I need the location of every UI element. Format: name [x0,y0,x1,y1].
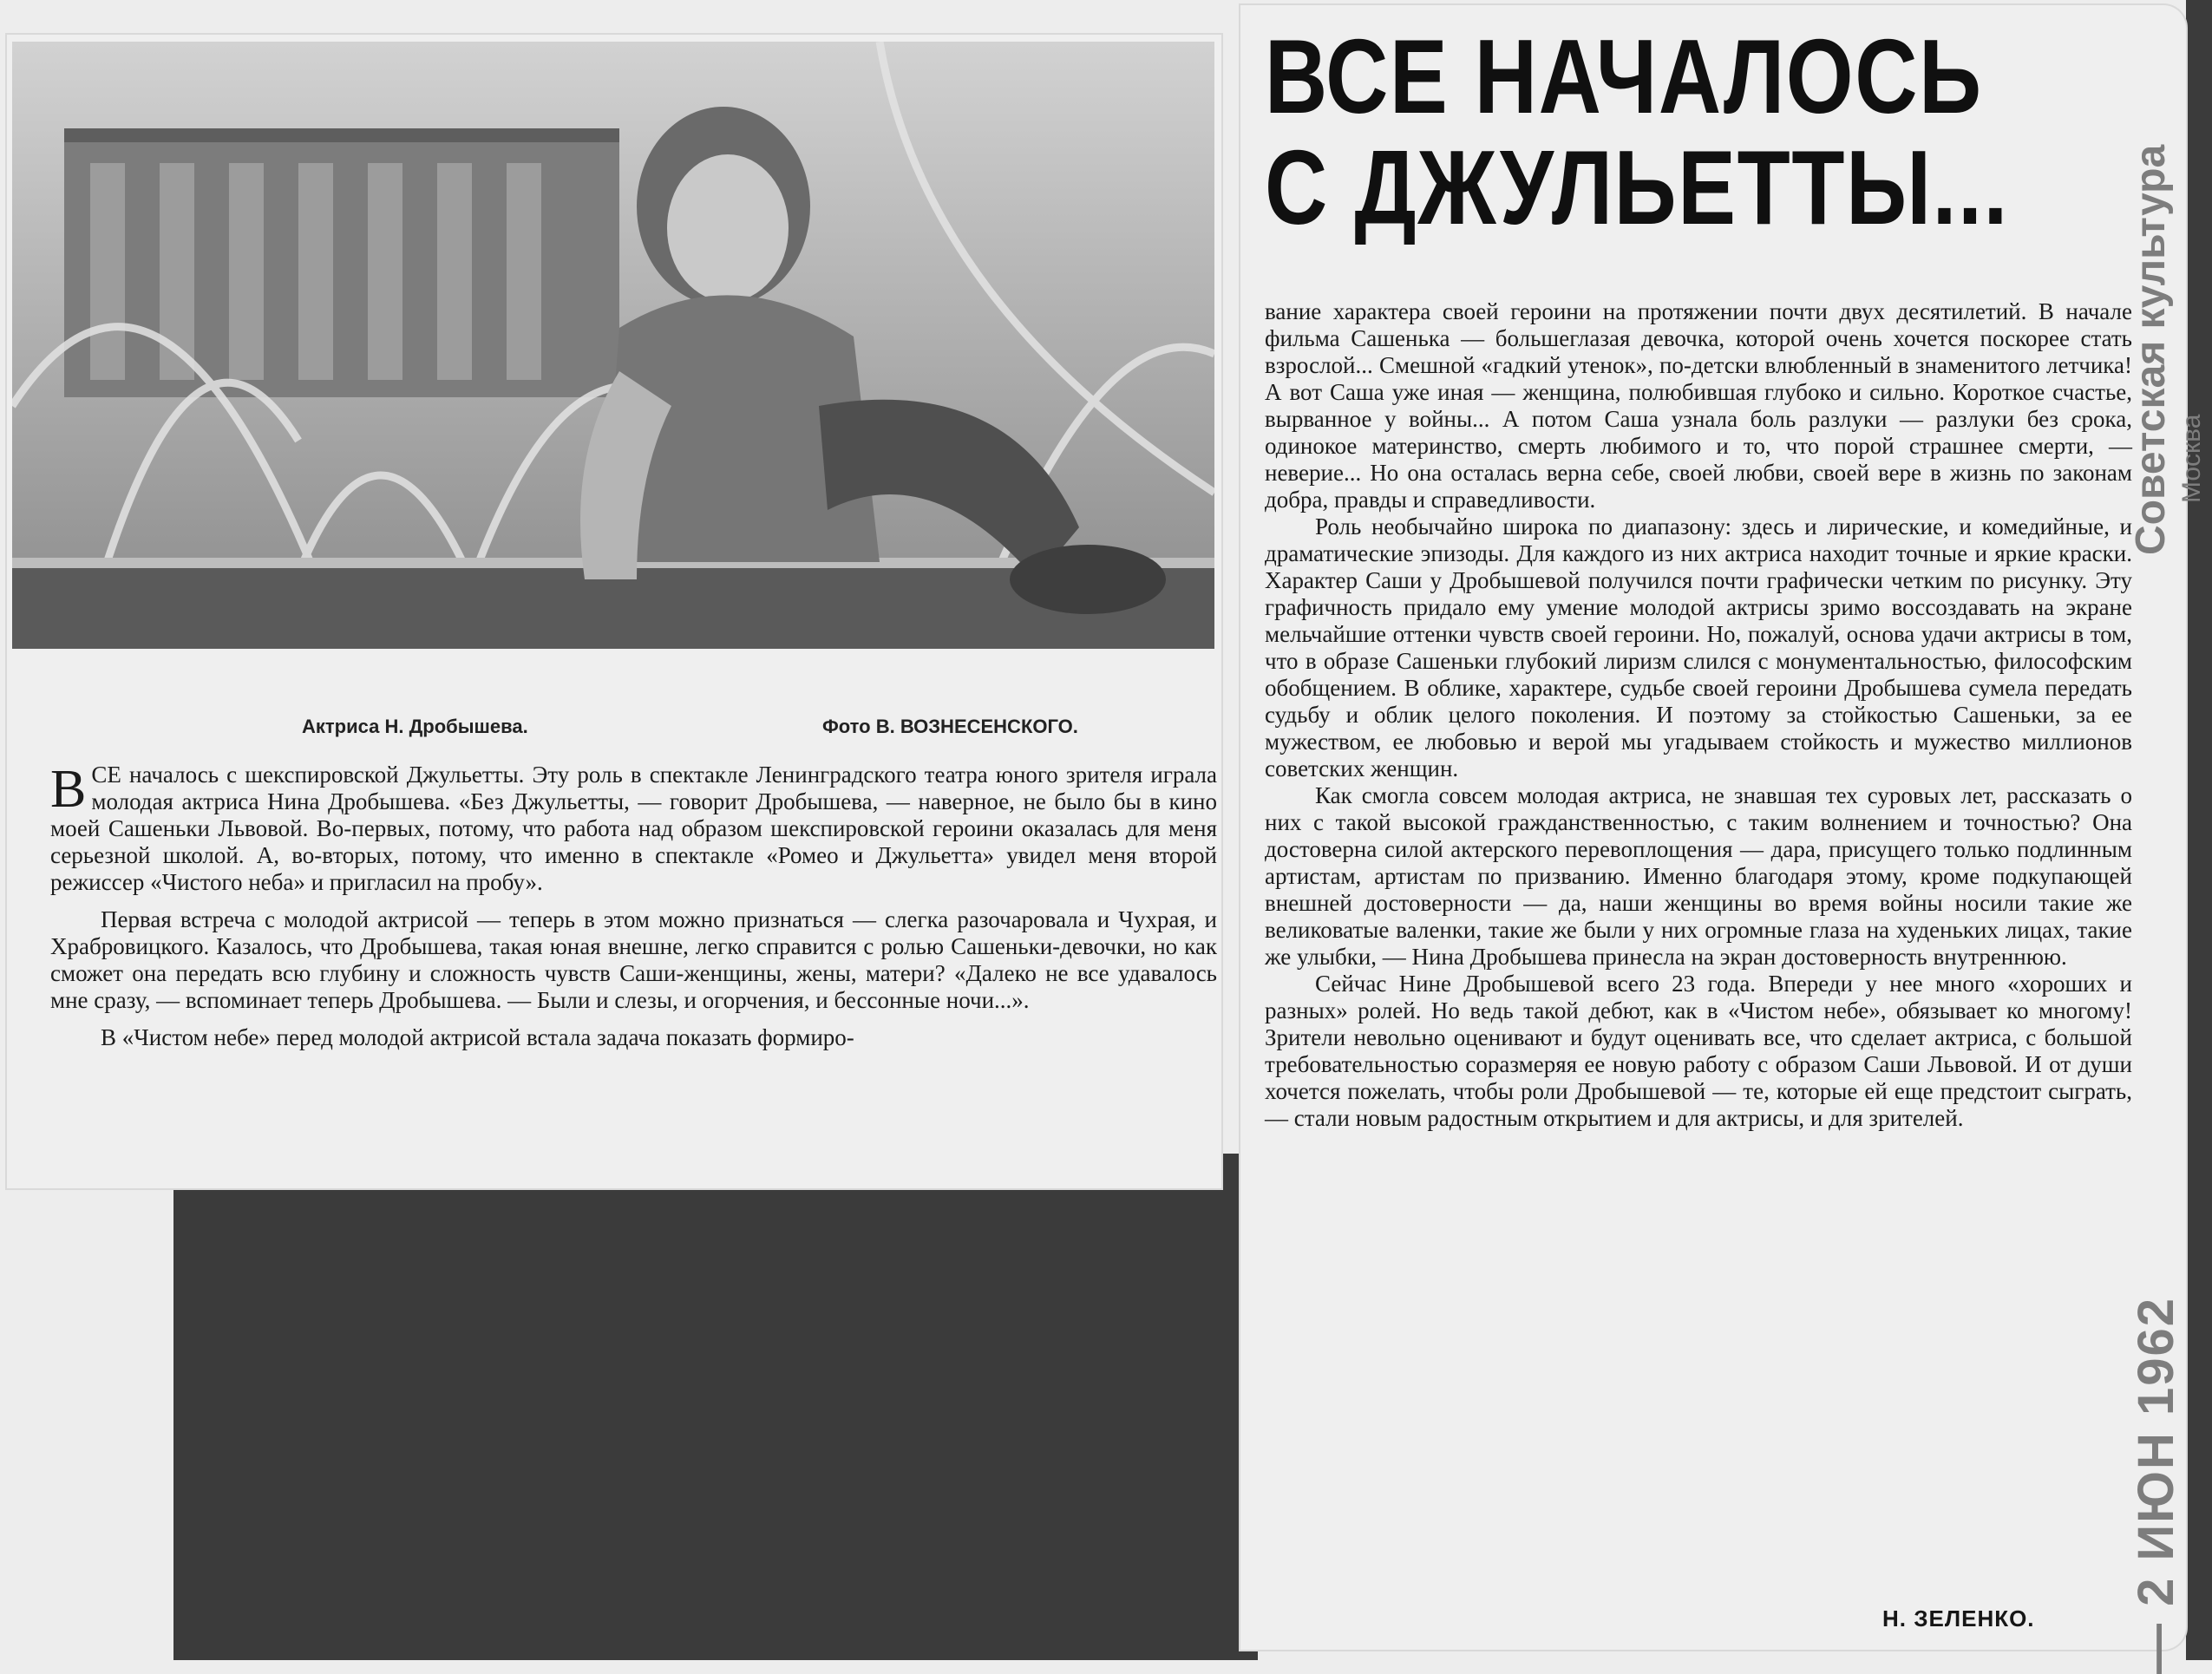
headline [1265,17,2019,246]
article-paragraph: вание характера своей героини на протяжении почти двух десятилетий. В начале фильма Сашенька — большеглазая девочка, которой очень хочется поскорее стать взрослой... Смешной «гадкий утенок», по-детски влюбленный в знаменитого летчика! А вот Саша уже иная — женщина, полюбившая глубоко и сильно. Короткое счастье, вырванное у войны... А потом Саша узнала боль разлуки — разлуки без срока, одинокое материнство, смерть любимого и то, что порой страшнее смерти, — неверие... Но она осталась верна себе, своей любви, своей вере в жизнь по законам добра, правды и справедливости. [1265,298,2132,513]
photo-caption-credit: Фото В. ВОЗНЕСЕНСКОГО. [822,716,1078,737]
article-paragraph: Роль необычайно широка по диапазону: здесь и лирические, и комедийные, и драматические эпизоды. Для каждого из них актриса находит точные и яркие краски. Характер Саши у Дробышевой получился почти графически четким по рисунку. Эту графичность придало ему умение молодой актрисы зримо воссоздавать на экране мельчайшие оттенки чувств своей героини. Но, пожалуй, основа удачи актрисы в том, что в образе Сашеньки глубокий лиризм слился с монументальностью, философским обобщением. В облике, характере, судьбе своей героини Дробышева сумела передать судьбу и облик целого поколения. И поэтому за стойкостью Сашеньки, за ее мужеством, ее любовью и верой мы угадываем стойкость и мужество миллионов советских женщин. [1265,513,2132,781]
article-column-left [50,762,1217,1051]
article-paragraph: Первая встреча с молодой актрисой — теперь в этом можно признаться — слегка разочаровала и Чухрая, и Храбровицкого. Казалось, что Дробышева, такая юная внешне, легко справится с ролью Сашеньки-девочки, но как сможет она передать всю глубину и сложность чувств Саши-женщины, жены, матери? «Далеко не все удавалось мне сразу, — вспоминает теперь Дробышева. — Были и слезы, и огорчения, и бессонные ночи...». [50,906,1217,1013]
author-signature: Н. ЗЕЛЕНКО. [1882,1605,2035,1631]
article-column-right [1265,298,2132,1132]
article-paragraph: Как смогла совсем молодая актриса, не знавшая тех суровых лет, рассказать о них с такой высокой гражданственностью, с таким волнением и точностью? Она достоверна силой актерского перевоплощения — дара, присущего только подлинным артистам, артистам по призванию. Именно благодаря этому, кроме подкупающей внешней достоверности — да, наши женщины во время войны носили такие же великоватые валенки, такие же были у них огромные глаза на худеньких лицах, такие же улыбки, — Нина Дробышева принесла на экран достоверность внутреннюю. [1265,782,2132,970]
photo-caption-subject: Актриса Н. Дробышева. [302,716,528,737]
actress-photo [12,42,1214,649]
headline-line: С ДЖУЛЬЕТТЫ... [1265,128,2009,246]
archive-stamp [2127,144,2206,1674]
headline-line: ВСЕ НАЧАЛОСЬ [1265,17,1983,135]
paragraph-text: СЕ началось с шекспировской Джульетты. Эту роль в спектакле Ленинградского театра юного зрителя играла молодая актриса Нина Дробышева. «Без Джульетты, — говорит Дробышева, — наверное, не было бы в кино моей Сашеньки Львовой. Во-первых, потому, что работа над образом шекспировской героини оказалась для меня серьезной школой. А, во-вторых, потому, что именно в спектакле «Ромео и Джульетта» увидел меня второй режиссер «Чистого неба» и пригласил на пробу». [50,762,1217,895]
article-paragraph: Сейчас Нине Дробышевой всего 23 года. Впереди у нее много «хороших и разных» ролей. Но ведь такой дебют, как в «Чистом небе», обязывает ко многому! Зрители невольно оценивают и будут оценивать все, что сделает актриса, с большой требовательностью соразмеряя ее новую работу с образом Саши Львовой. И от души хочется пожелать, чтобы роли Дробышевой — те, которые ей еще предстоит сыграть, — стали новым радостным открытием и для актрисы, и для зрителей. [1265,971,2132,1131]
drop-cap: В [50,760,87,819]
stamp-date: — 2 ИЮН 1962 [2128,1296,2184,1674]
stamp-city: Москва [2177,414,2206,503]
left-clipping [7,35,1221,1188]
right-clipping [1240,5,2186,1650]
backing-board [173,1154,1258,1660]
article-paragraph [50,762,1217,896]
stamp-newspaper: Советская культура [2128,144,2174,555]
article-paragraph: В «Чистом небе» перед молодой актрисой встала задача показать формиро- [101,1024,854,1050]
